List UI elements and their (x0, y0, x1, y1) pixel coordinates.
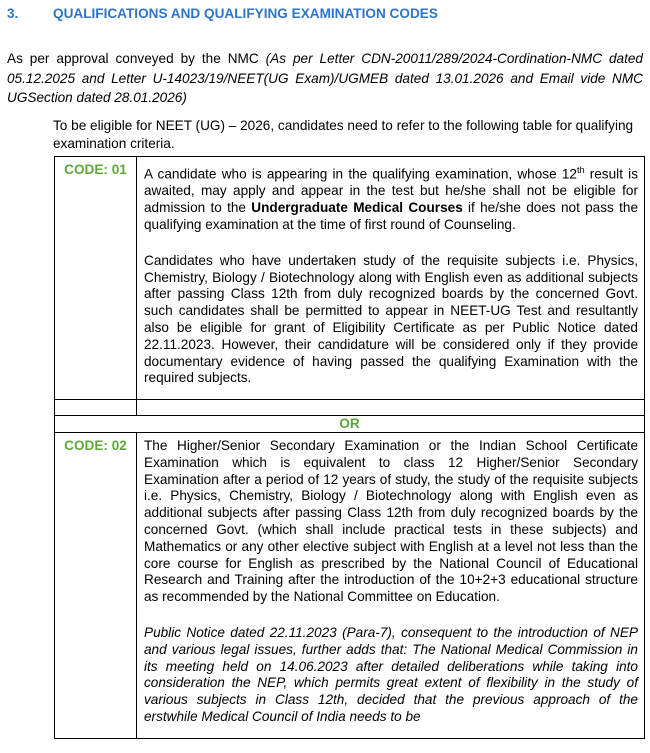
code-02-description (137, 433, 645, 739)
section-heading (7, 6, 643, 21)
section-title: QUALIFICATIONS AND QUALIFYING EXAMINATION CODES (53, 6, 438, 21)
code-01-superscript: th (577, 165, 585, 175)
code-02-paragraph-2 (144, 625, 638, 726)
spacer-cell-left (55, 400, 137, 416)
code-01-label: CODE: 01 (55, 157, 137, 400)
code-02-paragraph-1: The Higher/Senior Secondary Examination or the Indian School Certificate Examination which is equivalent to class 12 Higher/Senior Secondary Examination after a period of 12 years of study, the study of the requisite subjects i.e. Physics, Chemistry, Biology / Biotechnology along with English even as additional subjects after passing Class 12th from duly recognized boards by the concerned Govt. (which shall include practical tests in these subjects) and Mathematics or any other elective subject with English at a level not less than the core course for English as prescribed by the National Council of Educational Research and Training after the introduction of the 10+2+3 educational structure as recommended by the National Committee on Education. (144, 438, 638, 605)
intro-paragraph (7, 49, 643, 108)
intro-letter-reference: (As per Letter CDN-20011/289/2024-Cordination-NMC dated 05.12.2025 and Letter U-14023/19/NEET(UG Exam)/UGMEB dated 13.01.2026 and Email vide NMC UGSection dated 28.01.2026) (7, 51, 643, 105)
code-01-description (137, 157, 645, 400)
code-01-text-b: result is awaited, may apply and appear in the test but he/she shall not be eligible for admission to the (144, 166, 638, 216)
table-row-or (55, 416, 645, 433)
code-02-label: CODE: 02 (55, 433, 137, 739)
intro-plain-text: As per approval conveyed by the NMC (7, 51, 266, 66)
code-01-paragraph-2: Candidates who have undertaken study of the requisite subjects i.e. Physics, Chemistry, Biology / Biotechnology along with English even as additional subjects after passing Class 12th from duly recognized boards by the concerned Govt. such candidates shall be permitted to appear in NEET-UG Test and resultantly also be eligible for grant of Eligibility Certificate as per Public Notice dated 22.11.2023. However, their candidature will be considered only if they provide documentary evidence of having passed the qualifying Examination with the required subjects. (144, 252, 638, 386)
eligibility-lead-text: To be eligible for NEET (UG) – 2026, candidates need to refer to the following table for qualifying examination criteria. (53, 118, 634, 151)
code-02-public-notice-text: Public Notice dated 22.11.2023 (Para-7), consequent to the introduction of NEP and various legal issues, further adds that: The National Medical Commission in its meeting held on 14.06.2023 after detailed deliberations while taking into consideration the NEP, which permits great extent of flexibility in the study of various subjects in Class 12th, decided that the previous approach of the erstwhile Medical Council of India needs to be (144, 625, 638, 725)
code-01-bold-text: Undergraduate Medical Courses (251, 200, 463, 216)
code-01-text-c: if he/she does not pass the qualifying examination at the time of first round of Counseling. (144, 200, 639, 232)
table-row-code-01 (55, 157, 645, 400)
table-row-code-02 (55, 433, 645, 739)
table-spacer-row (55, 400, 645, 416)
code-01-paragraph-1 (144, 162, 638, 234)
section-number: 3. (7, 6, 19, 21)
code-01-text-a: A candidate who is appearing in the qualifying examination, whose 12 (144, 166, 577, 182)
qualification-codes-table (54, 156, 645, 739)
spacer-cell-right (137, 400, 645, 416)
or-separator: OR (55, 416, 645, 433)
